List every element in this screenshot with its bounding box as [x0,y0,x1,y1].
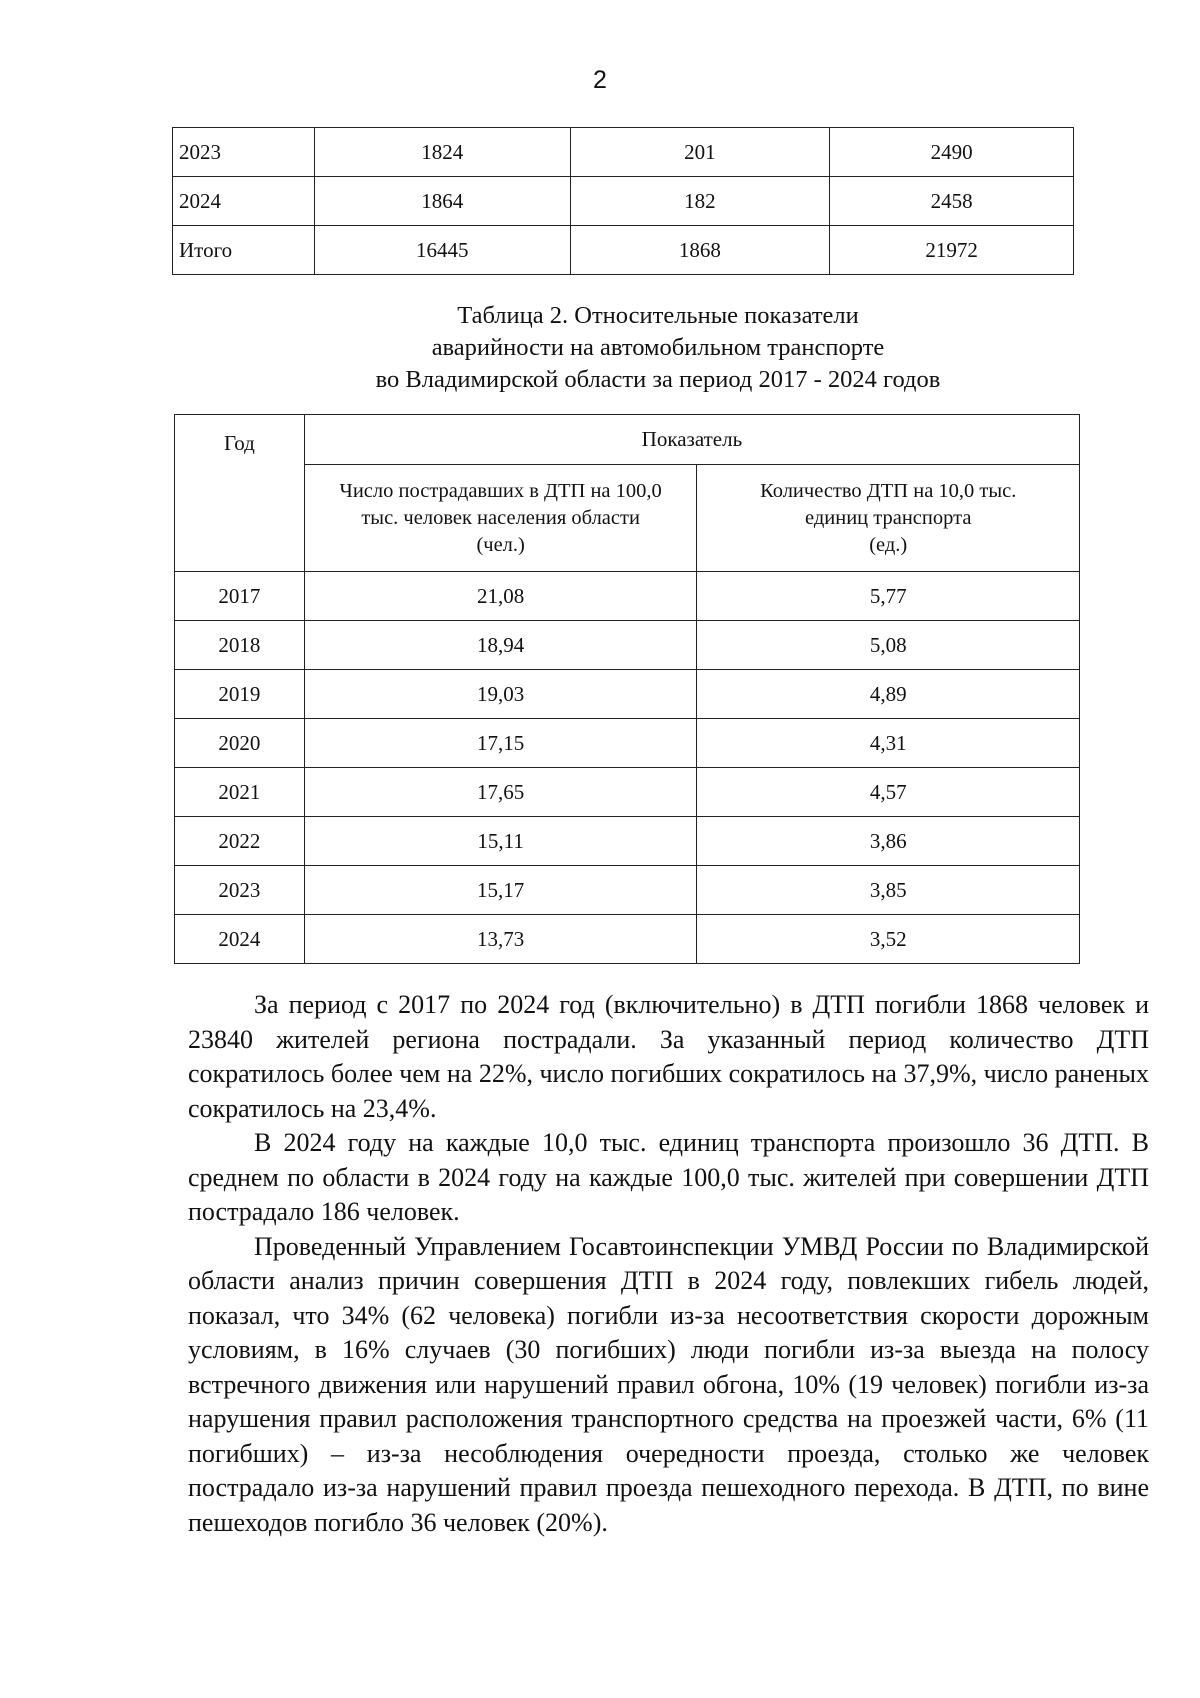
cell-victims: 15,17 [304,866,697,915]
cell-victims: 21,08 [304,572,697,621]
cell-victims: 19,03 [304,670,697,719]
table-cell: 1868 [570,226,830,275]
table-2-caption [0,300,1200,396]
table-cell-total-label: Итого [173,226,315,275]
cell-year: 2023 [175,866,305,915]
cell-victims: 17,15 [304,719,697,768]
table-cell: 21972 [830,226,1074,275]
paragraph: В 2024 году на каждые 10,0 тыс. единиц транспорта произошло 36 ДТП. В среднем по области в 2024 году на каждые 100,0 тыс. жителей при совершении ДТП пострадало 186 человек. [188,1128,1149,1226]
paragraph: За период с 2017 по 2024 год (включительно) в ДТП погибли 1868 человек и 23840 жителей региона пострадали. За указанный период количество ДТП сократилось более чем на 22%, число погибших сократилось на 37,9%, число раненых сократилось на 23,4%. [188,990,1149,1123]
table-cell: 1824 [314,128,570,177]
header-year: Год [175,415,305,572]
table-subheader-row [175,465,1080,572]
table-cell: 16445 [314,226,570,275]
table-cell-year: 2023 [173,128,315,177]
cell-accidents: 3,85 [697,866,1080,915]
table-row [175,719,1080,768]
caption-line: аварийности на автомобильном транспорте [431,334,885,361]
header-line: тыс. человек населения области [361,506,640,529]
table-row [175,621,1080,670]
table-cell: 2490 [830,128,1074,177]
caption-line: Таблица 2. Относительные показатели [457,302,859,329]
cell-accidents: 4,57 [697,768,1080,817]
table-row [175,866,1080,915]
header-line: (чел.) [476,533,525,556]
header-line: Число пострадавших в ДТП на 100,0 [339,479,662,502]
table-row [175,915,1080,964]
cell-accidents: 4,89 [697,670,1080,719]
cell-victims: 18,94 [304,621,697,670]
table-row [173,128,1074,177]
cell-year: 2018 [175,621,305,670]
cell-year: 2024 [175,915,305,964]
table-row-total [173,226,1074,275]
cell-victims: 15,11 [304,817,697,866]
cell-victims: 17,65 [304,768,697,817]
header-line: Количество ДТП на 10,0 тыс. [760,479,1017,502]
cell-accidents: 5,08 [697,621,1080,670]
cell-accidents: 4,31 [697,719,1080,768]
header-indicator: Показатель [304,415,1079,465]
caption-line: во Владимирской области за период 2017 - 2024 годов [375,366,941,393]
table-cell: 1864 [314,177,570,226]
cell-accidents: 5,77 [697,572,1080,621]
table-cell: 201 [570,128,830,177]
table-row [173,177,1074,226]
header-accidents [697,465,1080,572]
table-1-continuation [172,127,1074,275]
cell-year: 2019 [175,670,305,719]
table-row [175,572,1080,621]
table-2 [174,414,1080,964]
cell-year: 2022 [175,817,305,866]
cell-victims: 13,73 [304,915,697,964]
table-header-row [175,415,1080,465]
table-row [175,768,1080,817]
cell-accidents: 3,86 [697,817,1080,866]
cell-year: 2020 [175,719,305,768]
table-cell-year: 2024 [173,177,315,226]
table-cell: 2458 [830,177,1074,226]
table-cell: 182 [570,177,830,226]
paragraph: Проведенный Управлением Госавтоинспекции УМВД России по Владимирской области анализ причин совершения ДТП в 2024 году, повлекших гибель людей, показал, что 34% (62 человека) погибли из-за несоответствия скорости дорожным условиям, в 16% случаев (30 погибших) люди погибли из-за выезда на полосу встречного движения или нарушений правил обгона, 10% (19 человек) погибли из-за нарушения правил расположения транспортного средства на проезжей части, 6% (11 погибших) – из-за несоблюдения очередности проезда, столько же человек пострадало из-за нарушений правил проезда пешеходного перехода. В ДТП, по вине пешеходов погибло 36 человек (20%). [188,1231,1149,1537]
header-victims [304,465,697,572]
cell-year: 2021 [175,768,305,817]
body-text [188,988,1149,1540]
table-row [175,670,1080,719]
page-number: 2 [593,66,607,94]
table-row [175,817,1080,866]
cell-year: 2017 [175,572,305,621]
header-line: единиц транспорта [805,506,972,529]
cell-accidents: 3,52 [697,915,1080,964]
header-line: (ед.) [869,533,908,556]
